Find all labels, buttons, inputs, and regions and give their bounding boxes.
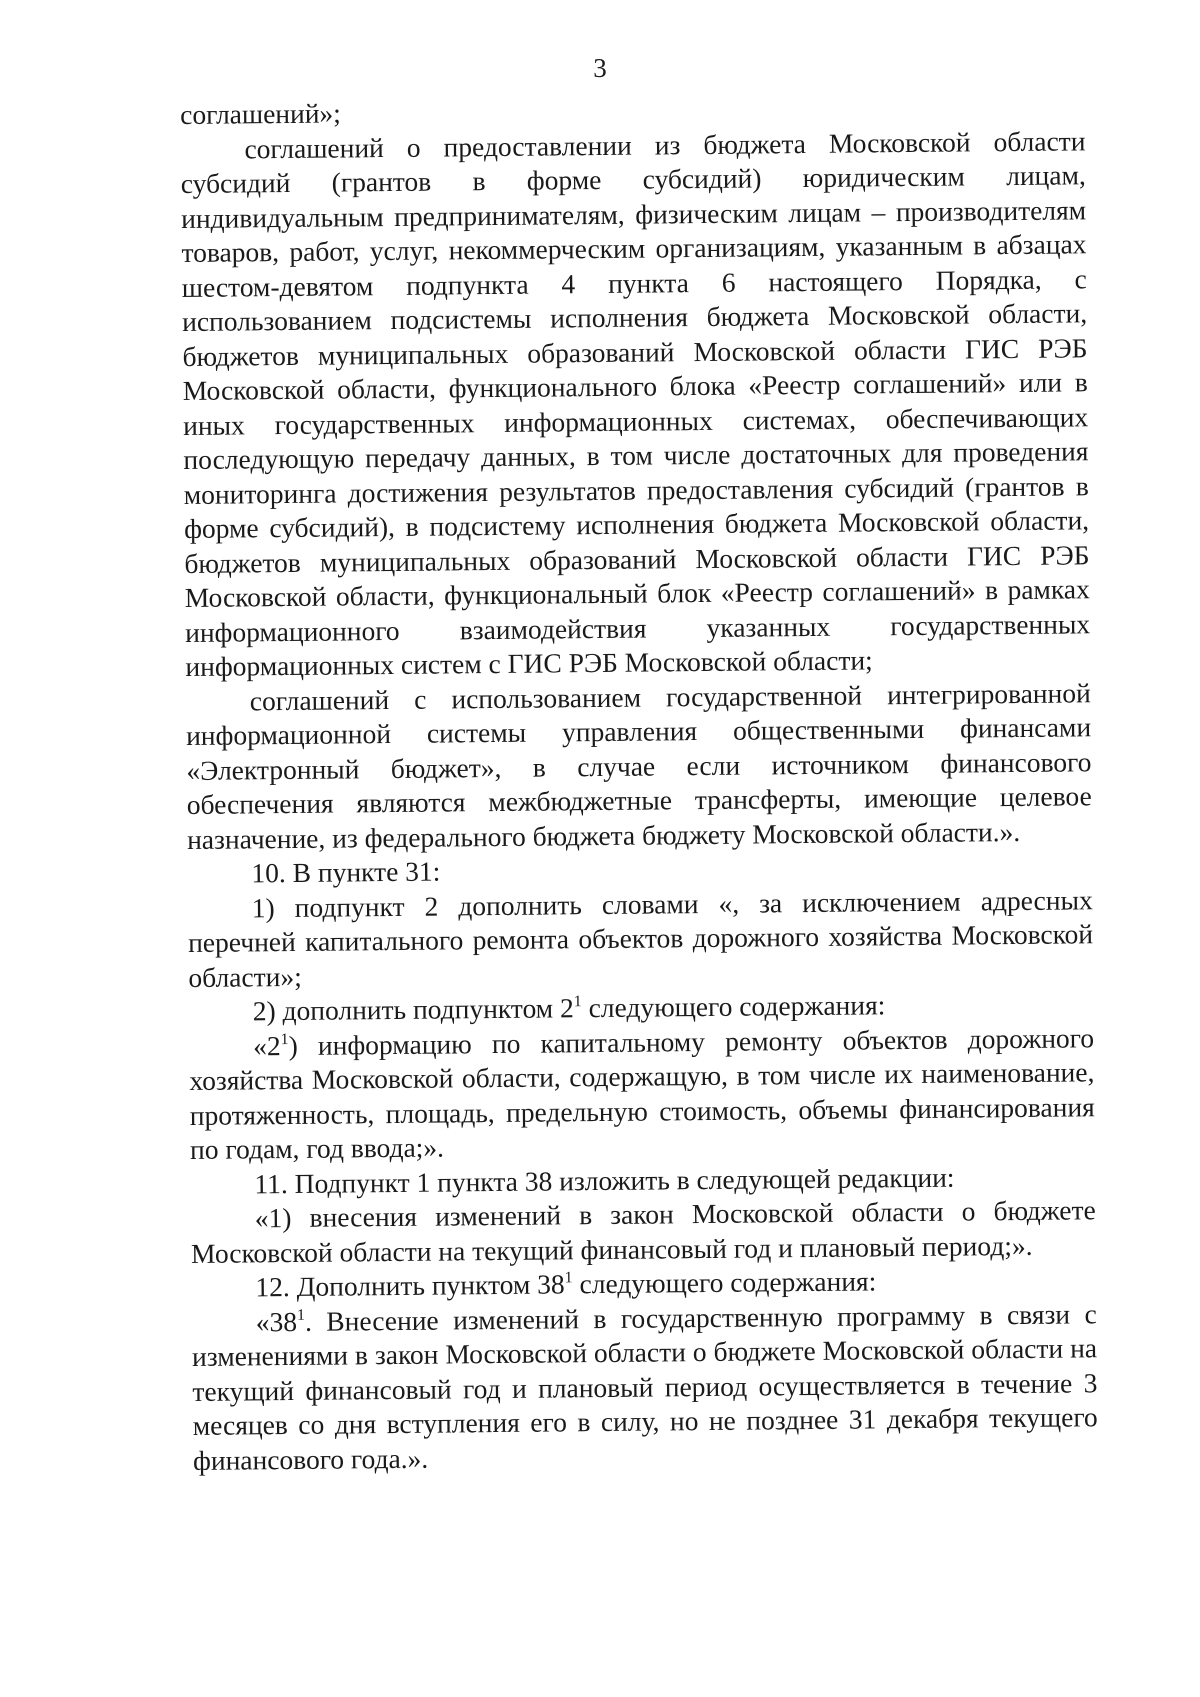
- paragraph-item-11-text: [191, 1193, 1097, 1271]
- paragraph-text: 10. В пункте 31:: [251, 855, 441, 889]
- paragraph-text: «38: [255, 1305, 298, 1337]
- paragraph-text: ) информацию по капитальному ремонту объектов дорожного хозяйства Московской области, содержащую, в том числе их наименование, протяженность, площадь, предельную стоимость, объемы финансирования по годам, год ввода;».: [189, 1021, 1095, 1165]
- paragraph-text: 12. Дополнить пунктом 38: [255, 1268, 565, 1303]
- paragraph-text: «1) внесения изменений в закон Московской области о бюджете Московской области на текущий финансовый год и плановый период;».: [190, 1194, 1096, 1269]
- paragraph-text: . Внесение изменений в государственную программу в связи с изменениями в закон Московской области о бюджете Московской области на текущий финансовый год и плановый период осуществляется в течение 3 месяцев со дня вступления его в силу, но не позднее 31 декабря текущего финансового года.».: [191, 1297, 1098, 1476]
- paragraph-item-10-1: [188, 883, 1094, 995]
- paragraph-text: соглашений»;: [180, 97, 342, 130]
- paragraph-item-12-text: [192, 1297, 1099, 1478]
- document-body: [180, 89, 1098, 1478]
- superscript: 1: [296, 1306, 306, 1324]
- paragraph-agreements-gis-reb: [180, 124, 1090, 685]
- paragraph-text: 1) подпункт 2 дополнить словами «, за исключением адресных перечней капитального ремонта объектов дорожного хозяйства Московской области»;: [187, 883, 1094, 993]
- paragraph-text: «2: [252, 1029, 281, 1061]
- paragraph-text: соглашений с использованием государственной интегрированной информационной системы управления общественными финансами «Электронный бюджет», в случае если источником финансового обеспечения являются межбюджетные трансферты, имеющие целевое назначение, из федерального бюджета бюджету Московской области.».: [185, 676, 1092, 855]
- superscript: 1: [573, 993, 582, 1011]
- paragraph-item-10-2-text: [189, 1021, 1095, 1168]
- paragraph-agreements-electronic-budget: [186, 676, 1093, 857]
- paragraph-text: следующего содержания:: [581, 989, 886, 1024]
- paragraph-text: 2) дополнить подпунктом 2: [252, 992, 574, 1027]
- superscript: 1: [280, 1030, 289, 1048]
- superscript: 1: [564, 1269, 573, 1287]
- paragraph-text: 11. Подпункт 1 пункта 38 изложить в следующей редакции:: [254, 1161, 955, 1199]
- paragraph-text: соглашений о предоставлении из бюджета Московской области субсидий (грантов в форме субсидий) юридическим лицам, индивидуальным предпринимателям, физическим лицам – производителям товаров, работ, услуг, некоммерческим организациям, указанным в абзацах шестом-девятом подпункта 4 пункта 6 настоящего Порядка, с использованием подсистемы исполнения бюджета Московской области, бюджетов муниципальных образований Московской области ГИС РЭБ Московской области, функционального блока «Реестр соглашений» или в иных государственных информационных системах, обеспечивающих последующую передачу данных, в том числе достаточных для проведения мониторинга достижения результатов предоставления субсидий (грантов в форме субсидий), в подсистему исполнения бюджета Московской области, бюджетов муниципальных образований Московской области ГИС РЭБ Московской области, функциональный блок «Реестр соглашений» в рамках информационного взаимодействия указанных государственных информационных систем с ГИС РЭБ Московской области;: [180, 124, 1091, 682]
- paragraph-text: следующего содержания:: [572, 1265, 877, 1300]
- page-number: 3: [593, 53, 607, 83]
